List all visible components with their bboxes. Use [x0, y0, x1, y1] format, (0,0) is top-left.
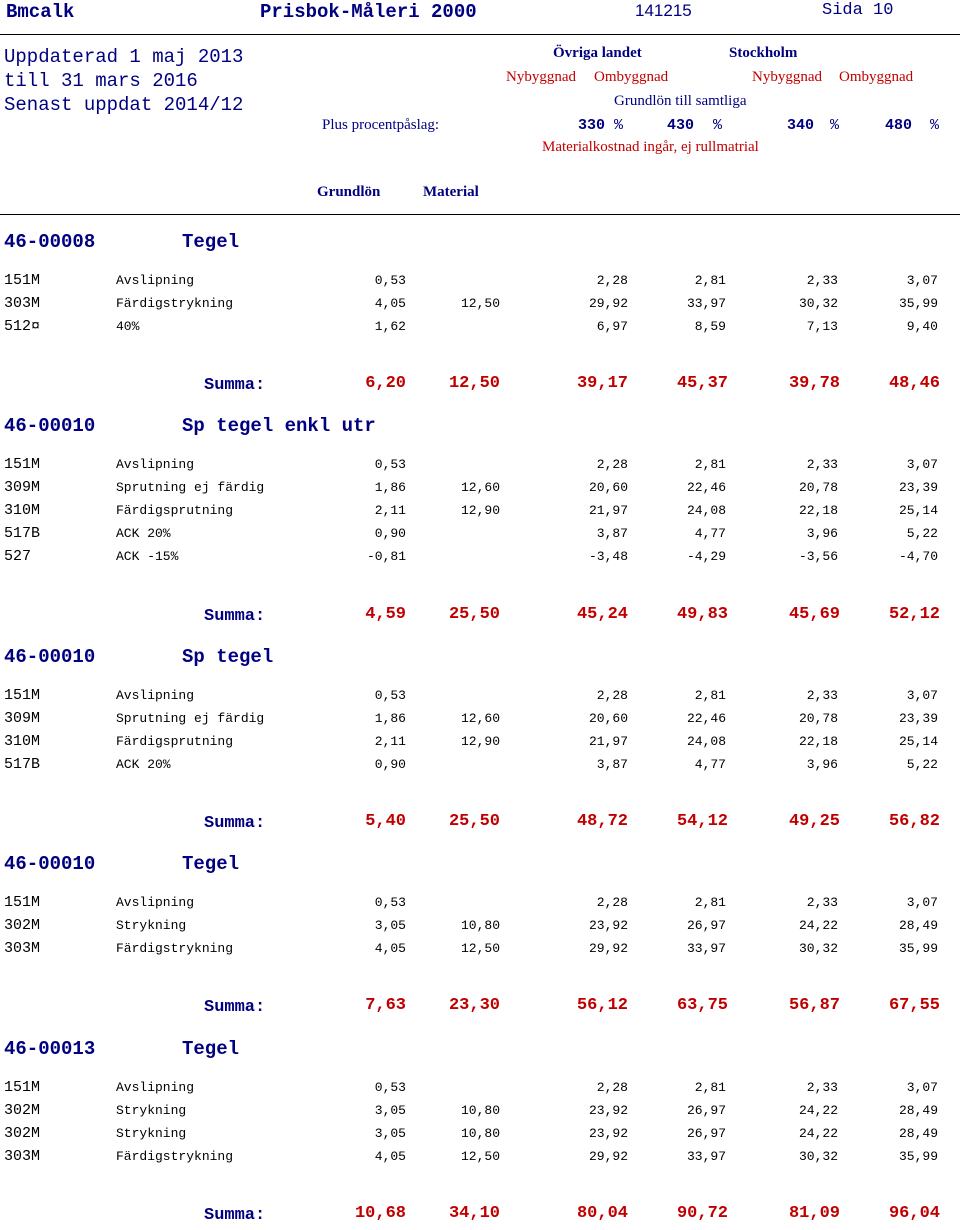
- summary-value-4: 45,37: [676, 374, 728, 393]
- row-code: 302M: [4, 1125, 41, 1142]
- row-value-6: 25,14: [898, 503, 938, 518]
- summary-value-6: 67,55: [888, 996, 940, 1015]
- row-code: 310M: [4, 733, 41, 750]
- table-row: [0, 319, 960, 342]
- row-value-5: 2,33: [806, 1080, 838, 1095]
- row-description: Avslipning: [116, 688, 195, 703]
- row-value-4: 2,81: [694, 457, 726, 472]
- row-value-3: 20,60: [588, 711, 628, 726]
- document-code: 141215: [635, 1, 692, 20]
- row-value-1: 0,53: [374, 457, 406, 472]
- row-value-6: 35,99: [898, 1149, 938, 1164]
- row-value-2: 12,50: [460, 296, 500, 311]
- row-description: Färdigsprutning: [116, 503, 234, 518]
- table-row: [0, 1080, 960, 1103]
- percent-4: 480: [885, 117, 913, 134]
- percent-2: 430: [667, 117, 695, 134]
- row-value-4: 4,77: [694, 526, 726, 541]
- row-value-6: 3,07: [906, 895, 938, 910]
- table-row: [0, 1126, 960, 1149]
- section-id: 46-00008: [4, 231, 96, 253]
- region-ovriga-landet: Övriga landet: [553, 45, 642, 61]
- table-row: [0, 895, 960, 918]
- summary-value-1: 4,59: [365, 605, 406, 624]
- header-divider: [0, 214, 960, 215]
- summary-value-2: 12,50: [448, 374, 500, 393]
- row-value-1: 4,05: [374, 1149, 406, 1164]
- summary-value-3: 39,17: [576, 374, 628, 393]
- summary-value-1: 7,63: [365, 996, 406, 1015]
- section-name: Tegel: [182, 1038, 240, 1060]
- row-code: 151M: [4, 687, 41, 704]
- row-value-4: 22,46: [686, 480, 726, 495]
- update-line-1: Uppdaterad 1 maj 2013: [4, 46, 244, 68]
- summary-value-5: 81,09: [788, 1204, 840, 1223]
- row-value-3: 2,28: [596, 1080, 628, 1095]
- row-value-3: 3,87: [596, 757, 628, 772]
- row-value-1: -0,81: [366, 549, 406, 564]
- row-value-6: 35,99: [898, 941, 938, 956]
- row-value-5: 3,96: [806, 526, 838, 541]
- row-value-1: 4,05: [374, 941, 406, 956]
- document-title: Prisbok-Måleri 2000: [260, 1, 477, 23]
- summary-value-5: 39,78: [788, 374, 840, 393]
- table-row: [0, 480, 960, 503]
- row-value-1: 2,11: [374, 734, 406, 749]
- row-code: 309M: [4, 710, 41, 727]
- row-description: Färdigstrykning: [116, 1149, 234, 1164]
- table-row: [0, 688, 960, 711]
- row-value-1: 0,53: [374, 1080, 406, 1095]
- row-value-1: 0,90: [374, 526, 406, 541]
- row-value-3: 23,92: [588, 1126, 628, 1141]
- section-summary: [0, 605, 960, 631]
- row-value-1: 0,53: [374, 273, 406, 288]
- table-row: [0, 549, 960, 572]
- section-summary: [0, 1204, 960, 1230]
- percent-sign-3: %: [830, 117, 840, 134]
- summary-value-2: 25,50: [448, 605, 500, 624]
- row-description: Färdigsprutning: [116, 734, 234, 749]
- row-description: Avslipning: [116, 1080, 195, 1095]
- row-value-3: 3,87: [596, 526, 628, 541]
- row-value-5: 30,32: [798, 296, 838, 311]
- row-value-4: 24,08: [686, 503, 726, 518]
- row-value-2: 12,90: [460, 734, 500, 749]
- row-value-2: 10,80: [460, 1126, 500, 1141]
- row-value-4: -4,29: [686, 549, 726, 564]
- summary-value-6: 52,12: [888, 605, 940, 624]
- row-value-1: 3,05: [374, 1126, 406, 1141]
- table-row: [0, 503, 960, 526]
- row-value-2: 12,90: [460, 503, 500, 518]
- percent-1: 330: [578, 117, 606, 134]
- row-value-6: 23,39: [898, 711, 938, 726]
- row-code: 517B: [4, 525, 41, 542]
- percent-3: 340: [787, 117, 815, 134]
- row-description: Strykning: [116, 918, 187, 933]
- summary-value-6: 96,04: [888, 1204, 940, 1223]
- row-value-5: 3,96: [806, 757, 838, 772]
- row-value-5: 24,22: [798, 918, 838, 933]
- row-value-5: 7,13: [806, 319, 838, 334]
- row-value-6: 28,49: [898, 1126, 938, 1141]
- row-value-6: 3,07: [906, 273, 938, 288]
- summary-value-5: 45,69: [788, 605, 840, 624]
- column-grundlon: Grundlön: [317, 184, 381, 200]
- row-value-5: 24,22: [798, 1103, 838, 1118]
- summary-label: Summa:: [204, 814, 266, 833]
- row-value-5: 20,78: [798, 711, 838, 726]
- row-value-5: -3,56: [798, 549, 838, 564]
- summary-label: Summa:: [204, 607, 266, 626]
- row-value-5: 30,32: [798, 1149, 838, 1164]
- row-value-1: 1,62: [374, 319, 406, 334]
- section-name: Sp tegel enkl utr: [182, 415, 376, 437]
- row-value-6: 28,49: [898, 1103, 938, 1118]
- table-row: [0, 526, 960, 549]
- update-line-2: till 31 mars 2016: [4, 70, 198, 92]
- row-value-5: 2,33: [806, 895, 838, 910]
- row-value-2: 12,50: [460, 1149, 500, 1164]
- top-divider: [0, 34, 960, 35]
- row-value-6: 5,22: [906, 526, 938, 541]
- plus-label: Plus procentpåslag:: [322, 117, 440, 133]
- row-code: 517B: [4, 756, 41, 773]
- summary-value-6: 56,82: [888, 812, 940, 831]
- material-note: Materialkostnad ingår, ej rullmatrial: [542, 139, 759, 155]
- table-row: [0, 1103, 960, 1126]
- row-description: Avslipning: [116, 273, 195, 288]
- row-description: Färdigstrykning: [116, 296, 234, 311]
- table-row: [0, 757, 960, 780]
- section-name: Tegel: [182, 231, 240, 253]
- row-value-5: 2,33: [806, 457, 838, 472]
- row-value-2: 12,50: [460, 941, 500, 956]
- row-value-1: 0,53: [374, 688, 406, 703]
- summary-value-4: 49,83: [676, 605, 728, 624]
- percent-sign-2: %: [713, 117, 723, 134]
- row-description: Avslipning: [116, 457, 195, 472]
- row-value-5: 2,33: [806, 688, 838, 703]
- row-value-5: 22,18: [798, 503, 838, 518]
- row-code: 151M: [4, 456, 41, 473]
- table-row: [0, 1149, 960, 1172]
- row-code: 303M: [4, 295, 41, 312]
- row-value-3: 29,92: [588, 296, 628, 311]
- summary-value-1: 6,20: [365, 374, 406, 393]
- row-value-6: 3,07: [906, 1080, 938, 1095]
- table-row: [0, 711, 960, 734]
- grundlon-note: Grundlön till samtliga: [614, 93, 747, 109]
- row-value-2: 10,80: [460, 1103, 500, 1118]
- row-value-6: 23,39: [898, 480, 938, 495]
- summary-value-5: 49,25: [788, 812, 840, 831]
- row-value-1: 3,05: [374, 918, 406, 933]
- summary-label: Summa:: [204, 1206, 266, 1225]
- row-value-3: 2,28: [596, 895, 628, 910]
- row-code: 302M: [4, 917, 41, 934]
- summary-value-4: 90,72: [676, 1204, 728, 1223]
- row-value-6: 9,40: [906, 319, 938, 334]
- section-id: 46-00010: [4, 646, 96, 668]
- row-code: 527: [4, 548, 32, 565]
- row-description: Strykning: [116, 1126, 187, 1141]
- row-value-3: 2,28: [596, 688, 628, 703]
- row-value-3: 2,28: [596, 457, 628, 472]
- row-code: 151M: [4, 894, 41, 911]
- summary-value-3: 48,72: [576, 812, 628, 831]
- section-summary: [0, 374, 960, 400]
- section-id: 46-00010: [4, 415, 96, 437]
- row-description: ACK 20%: [116, 757, 171, 772]
- table-row: [0, 457, 960, 480]
- row-value-1: 4,05: [374, 296, 406, 311]
- row-value-4: 26,97: [686, 1103, 726, 1118]
- row-value-1: 0,90: [374, 757, 406, 772]
- row-code: 151M: [4, 1079, 41, 1096]
- row-description: ACK -15%: [116, 549, 179, 564]
- row-value-6: 35,99: [898, 296, 938, 311]
- row-description: Sprutning ej färdig: [116, 711, 265, 726]
- row-value-6: 3,07: [906, 457, 938, 472]
- row-value-3: 29,92: [588, 941, 628, 956]
- summary-label: Summa:: [204, 998, 266, 1017]
- row-value-3: 6,97: [596, 319, 628, 334]
- row-code: 302M: [4, 1102, 41, 1119]
- summary-value-3: 45,24: [576, 605, 628, 624]
- row-description: Sprutning ej färdig: [116, 480, 265, 495]
- row-value-3: 21,97: [588, 503, 628, 518]
- row-code: 309M: [4, 479, 41, 496]
- section-summary: [0, 812, 960, 838]
- row-value-4: 33,97: [686, 941, 726, 956]
- row-value-4: 8,59: [694, 319, 726, 334]
- summary-value-6: 48,46: [888, 374, 940, 393]
- row-value-6: 25,14: [898, 734, 938, 749]
- row-code: 310M: [4, 502, 41, 519]
- row-value-1: 1,86: [374, 480, 406, 495]
- summary-value-4: 63,75: [676, 996, 728, 1015]
- row-value-4: 2,81: [694, 1080, 726, 1095]
- row-description: Strykning: [116, 1103, 187, 1118]
- row-value-4: 2,81: [694, 273, 726, 288]
- section-name: Tegel: [182, 853, 240, 875]
- row-value-1: 2,11: [374, 503, 406, 518]
- row-value-5: 22,18: [798, 734, 838, 749]
- summary-value-2: 23,30: [448, 996, 500, 1015]
- row-value-3: 2,28: [596, 273, 628, 288]
- row-value-5: 24,22: [798, 1126, 838, 1141]
- row-description: Färdigstrykning: [116, 941, 234, 956]
- row-value-4: 33,97: [686, 1149, 726, 1164]
- column-material: Material: [423, 184, 479, 200]
- row-code: 303M: [4, 940, 41, 957]
- row-value-6: 5,22: [906, 757, 938, 772]
- top-bar: [0, 0, 960, 28]
- summary-value-3: 56,12: [576, 996, 628, 1015]
- row-value-2: 12,60: [460, 480, 500, 495]
- row-value-3: 23,92: [588, 918, 628, 933]
- row-value-4: 24,08: [686, 734, 726, 749]
- summary-value-3: 80,04: [576, 1204, 628, 1223]
- summary-label: Summa:: [204, 376, 266, 395]
- summary-value-2: 34,10: [448, 1204, 500, 1223]
- row-value-3: 21,97: [588, 734, 628, 749]
- row-code: 303M: [4, 1148, 41, 1165]
- row-value-5: 2,33: [806, 273, 838, 288]
- row-code: 512¤: [4, 318, 41, 335]
- row-value-3: 20,60: [588, 480, 628, 495]
- section-id: 46-00010: [4, 853, 96, 875]
- table-row: [0, 273, 960, 296]
- summary-value-4: 54,12: [676, 812, 728, 831]
- percent-sign-1: %: [614, 117, 624, 134]
- header-r2-nybyggnad: Nybyggnad: [752, 69, 822, 85]
- percent-sign-4: %: [930, 117, 940, 134]
- row-value-6: -4,70: [898, 549, 938, 564]
- row-value-4: 22,46: [686, 711, 726, 726]
- header-r2-ombyggnad: Ombyggnad: [839, 69, 914, 85]
- region-stockholm: Stockholm: [729, 45, 798, 61]
- row-value-5: 30,32: [798, 941, 838, 956]
- row-description: Avslipning: [116, 895, 195, 910]
- row-value-4: 26,97: [686, 918, 726, 933]
- row-value-4: 2,81: [694, 895, 726, 910]
- row-value-2: 10,80: [460, 918, 500, 933]
- table-row: [0, 296, 960, 319]
- header-r1-ombyggnad: Ombyggnad: [594, 69, 669, 85]
- header-r1-nybyggnad: Nybyggnad: [506, 69, 576, 85]
- row-value-3: 29,92: [588, 1149, 628, 1164]
- row-value-4: 26,97: [686, 1126, 726, 1141]
- row-value-3: 23,92: [588, 1103, 628, 1118]
- section-id: 46-00013: [4, 1038, 96, 1060]
- row-value-6: 28,49: [898, 918, 938, 933]
- row-value-1: 3,05: [374, 1103, 406, 1118]
- row-value-4: 33,97: [686, 296, 726, 311]
- summary-value-1: 5,40: [365, 812, 406, 831]
- row-value-5: 20,78: [798, 480, 838, 495]
- page-number: Sida 10: [822, 1, 894, 20]
- section-name: Sp tegel: [182, 646, 274, 668]
- section-summary: [0, 996, 960, 1022]
- table-row: [0, 941, 960, 964]
- summary-value-5: 56,87: [788, 996, 840, 1015]
- row-value-2: 12,60: [460, 711, 500, 726]
- table-row: [0, 734, 960, 757]
- row-value-4: 2,81: [694, 688, 726, 703]
- update-line-3: Senast uppdat 2014/12: [4, 94, 244, 116]
- row-description: ACK 20%: [116, 526, 171, 541]
- row-value-3: -3,48: [588, 549, 628, 564]
- row-description: 40%: [116, 319, 140, 334]
- row-value-6: 3,07: [906, 688, 938, 703]
- row-code: 151M: [4, 272, 41, 289]
- table-row: [0, 918, 960, 941]
- brand: Bmcalk: [6, 1, 75, 23]
- row-value-1: 0,53: [374, 895, 406, 910]
- row-value-4: 4,77: [694, 757, 726, 772]
- summary-value-2: 25,50: [448, 812, 500, 831]
- summary-value-1: 10,68: [354, 1204, 406, 1223]
- row-value-1: 1,86: [374, 711, 406, 726]
